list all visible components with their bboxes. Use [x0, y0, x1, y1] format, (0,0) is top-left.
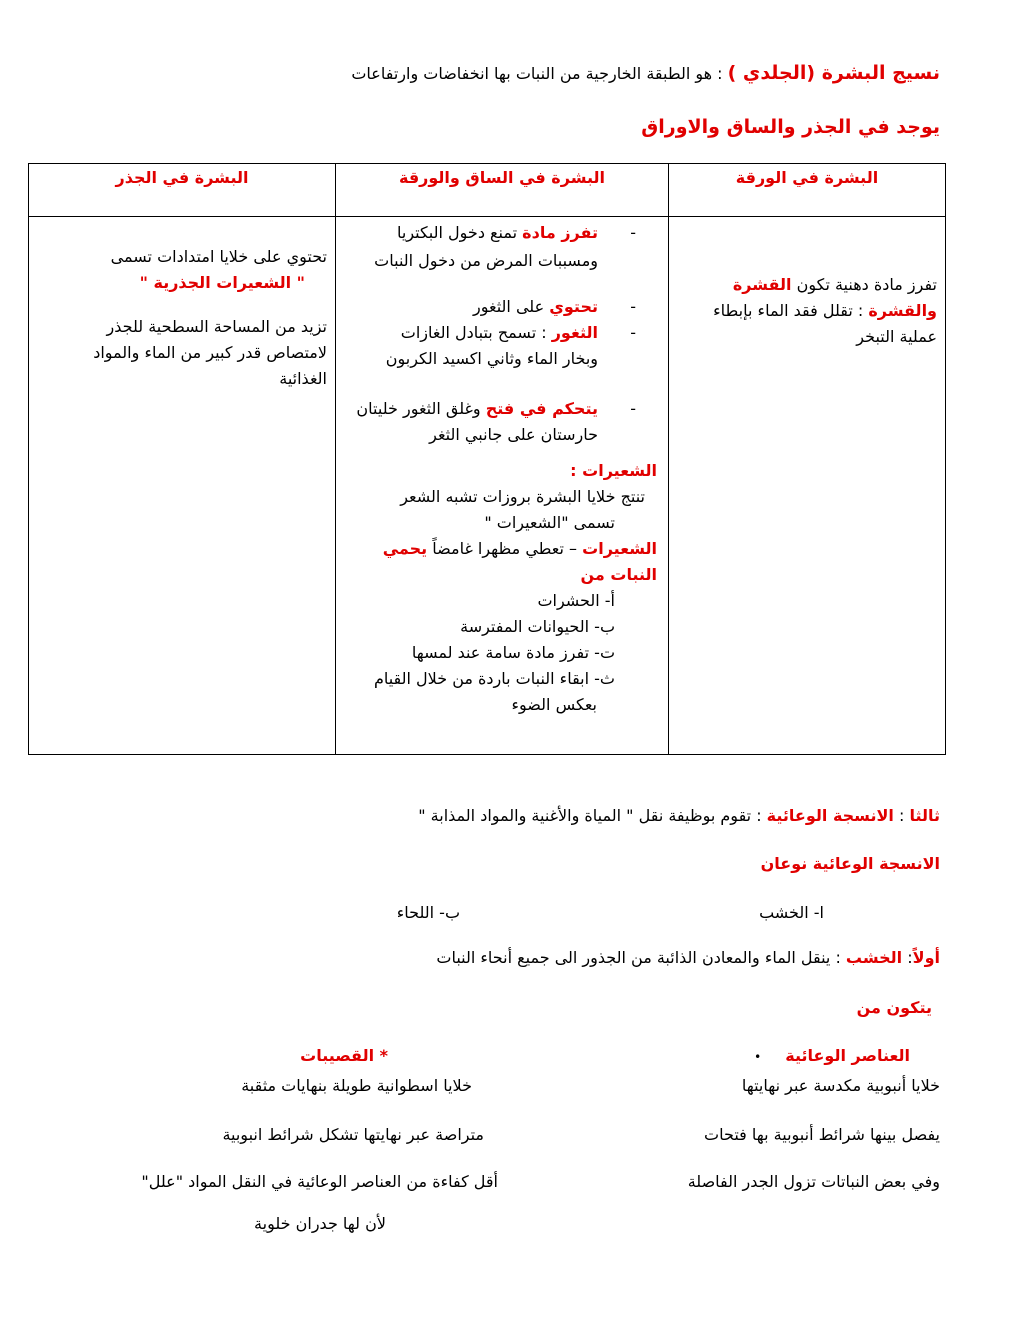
protect-item-4: ث- ابقاء النبات باردة من خلال القيام: [373, 669, 615, 688]
intro-location: يوجد في الجذر والساق والاوراق: [641, 116, 940, 138]
tracheids-line-2: متراصة عبر نهايتها تشكل شرائط انبوبية: [222, 1125, 484, 1144]
protect-item-5: بعكس الضوء: [511, 695, 597, 714]
header-root: البشرة في الجذر: [115, 168, 249, 187]
leaf-line-2: والقشرة : تقلل فقد الماء بإبطاء: [713, 301, 937, 320]
tracheids-title: * القصيبات: [300, 1046, 388, 1065]
protect-item-1: أ- الحشرات: [537, 591, 615, 610]
intro-line: [351, 62, 940, 84]
tracheids-line-3: أقل كفاءة من العناصر الوعائية في النقل المواد "علل": [141, 1172, 498, 1191]
root-cell: [93, 244, 327, 392]
header-leaf: البشرة في الورقة: [735, 168, 879, 187]
leaf-line-3: عملية التبخر: [856, 327, 937, 346]
bullet-icon: •: [754, 1050, 762, 1064]
stem-leaf-cell: [356, 220, 636, 448]
stem-item-4-line2: حارستان على جانبي الثغر: [429, 425, 598, 444]
intro-term: نسيج البشرة (الجلدي ): [727, 62, 940, 84]
hairs-title: الشعيرات :: [570, 461, 657, 480]
consists-of: يتكون من: [856, 998, 932, 1017]
type-xylem: ا- الخشب: [759, 903, 824, 922]
stem-item-1: - تفرز مادة تمنع دخول البكتريا: [396, 223, 636, 242]
tracheids-line-1: خلايا اسطوانية طويلة بنهايات مثقبة: [241, 1076, 472, 1095]
root-line-4: لامتصاص قدر كبير من الماء والمواد: [93, 343, 327, 362]
vessels-title-row: [754, 1046, 910, 1065]
vascular-types-title: الانسجة الوعائية نوعان: [760, 854, 940, 873]
vessels-line-3: وفي بعض النباتات تزول الجدر الفاصلة: [687, 1172, 940, 1191]
xylem-definition: أولاً: الخشب : ينقل الماء والمعادن الذائبة من الجذور الى جميع أنحاء النبات: [436, 948, 940, 967]
stem-item-3-line2: وبخار الماء وثاني اكسيد الكربون: [385, 349, 598, 368]
stem-item-4: - يتحكم في فتح وغلق الثغور خليتان: [356, 399, 636, 418]
epidermis-table: [28, 163, 946, 755]
root-line-1: تحتوي على خلايا امتدادات تسمى: [110, 247, 327, 266]
protect-item-2: ب- الحيوانات المفترسة: [460, 617, 615, 636]
stem-item-3: - الثغور : تسمح بتبادل الغازات: [400, 323, 636, 342]
root-line-5: الغذائية: [279, 369, 327, 388]
vascular-heading: ثالثا : الانسجة الوعائية : تقوم بوظيفة نقل " المياة والأغنية والمواد المذابة ": [418, 806, 940, 825]
leaf-cell: [713, 272, 937, 350]
protect-item-3: ت- تفرز مادة سامة عند لمسها: [411, 643, 615, 662]
vessels-title: العناصر الوعائية: [785, 1046, 910, 1065]
intro-definition: هو الطبقة الخارجية من النبات بها انخفاضات وارتفاعات: [351, 64, 713, 83]
root-line-3: تزيد من المساحة السطحية للجذر: [106, 317, 327, 336]
header-stem-leaf: البشرة في الساق والورقة: [398, 168, 606, 187]
tracheids-line-4: لأن لها جدران خلوية: [254, 1214, 386, 1233]
hairs-line-1: تنتج خلايا البشرة بروزات تشبه الشعر: [400, 487, 645, 506]
vessels-line-1: خلايا أنبوبية مكدسة عبر نهايتها: [741, 1076, 940, 1095]
hairs2-line-1: الشعيرات – تعطي مظهرا غامضاً يحمي: [382, 539, 657, 558]
intro-colon: :: [712, 64, 728, 83]
stem-item-2: - تحتوي على الثغور: [473, 297, 636, 316]
vessels-line-2: يفصل بينها شرائط أنبوبية بها فتحات: [704, 1125, 940, 1144]
leaf-line-1: تفرز مادة دهنية تكون القشرة: [732, 275, 937, 294]
hairs-block: [374, 458, 657, 718]
type-phloem: ب- اللحاء: [396, 903, 460, 922]
stem-item-1-line2: ومسببات المرض من دخول النبات: [374, 251, 598, 270]
hairs-line-2: تسمى "الشعيرات ": [484, 513, 615, 532]
hairs2-line-2: النبات من: [580, 565, 657, 584]
root-line-2: " الشعيرات الجذرية ": [139, 273, 305, 292]
